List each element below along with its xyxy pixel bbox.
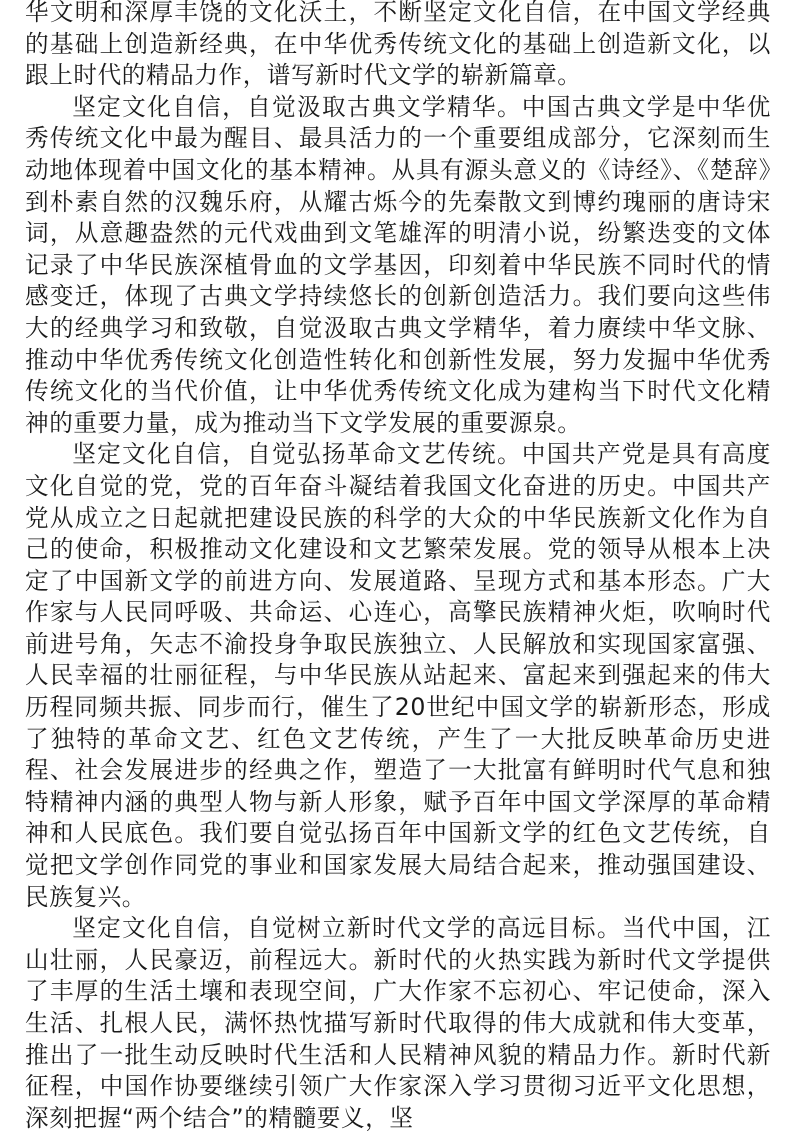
article-body bbox=[25, 0, 771, 1134]
paragraph-classical-literature: 坚定文化自信，自觉汲取古典文学精华。中国古典文学是中华优秀传统文化中最为醒目、最具活力的一个重要组成部分，它深刻而生动地体现着中国文化的基本精神。从具有源头意义的《诗经》、《楚辞》到朴素自然的汉魏乐府，从耀古烁今的先秦散文到博约瑰丽的唐诗宋词，从意趣盎然的元代戏曲到文笔雄浑的明清小说，纷繁迭变的文体记录了中华民族深植骨血的文学基因，印刻着中华民族不同时代的情感变迁，体现了古典文学持续悠长的创新创造活力。我们要向这些伟大的经典学习和致敬，自觉汲取古典文学精华，着力赓续中华文脉、推动中华优秀传统文化创造性转化和创新性发展，努力发掘中华优秀传统文化的当代价值，让中华优秀传统文化成为建构当下时代文化精神的重要力量，成为推动当下文学发展的重要源泉。 bbox=[25, 92, 771, 437]
paragraph-1-continuation: 华文明和深厚丰饶的文化沃土，不断坚定文化自信，在中国文学经典的基础上创造新经典，在中华优秀传统文化的基础上创造新文化，以跟上时代的精品力作，谱写新时代文学的崭新篇章。 bbox=[25, 0, 771, 90]
paragraph-new-era-goals: 坚定文化自信，自觉树立新时代文学的高远目标。当代中国，江山壮丽，人民豪迈，前程远大。新时代的火热实践为新时代文学提供了丰厚的生活土壤和表现空间，广大作家不忘初心、牢记使命，深入生活、扎根人民，满怀热忱描写新时代取得的伟大成就和伟大变革，推出了一批生动反映时代生活和人民精神风貌的精品力作。新时代新征程，中国作协要继续引领广大作家深入学习贯彻习近平文化思想，深刻把握“两个结合”的精髓要义，坚 bbox=[25, 914, 771, 1132]
paragraph-revolutionary-tradition: 坚定文化自信，自觉弘扬革命文艺传统。中国共产党是具有高度文化自觉的党，党的百年奋斗凝结着我国文化奋进的历史。中国共产党从成立之日起就把建设民族的科学的大众的中华民族新文化作为自己的使命，积极推动文化建设和文艺繁荣发展。党的领导从根本上决定了中国新文学的前进方向、发展道路、呈现方式和基本形态。广大作家与人民同呼吸、共命运、心连心，高擎民族精神火炬，吹响时代前进号角，矢志不渝投身争取民族独立、人民解放和实现国家富强、人民幸福的壮丽征程，与中华民族从站起来、富起来到强起来的伟大历程同频共振、同步而行，催生了20世纪中国文学的崭新形态，形成了独特的革命文艺、红色文艺传统，产生了一大批反映革命历史进程、社会发展进步的经典之作，塑造了一大批富有鲜明时代气息和独特精神内涵的典型人物与新人形象，赋予百年中国文学深厚的革命精神和人民底色。我们要自觉弘扬百年中国新文学的红色文艺传统，自觉把文学创作同党的事业和国家发展大局结合起来，推动强国建设、民族复兴。 bbox=[25, 440, 771, 911]
